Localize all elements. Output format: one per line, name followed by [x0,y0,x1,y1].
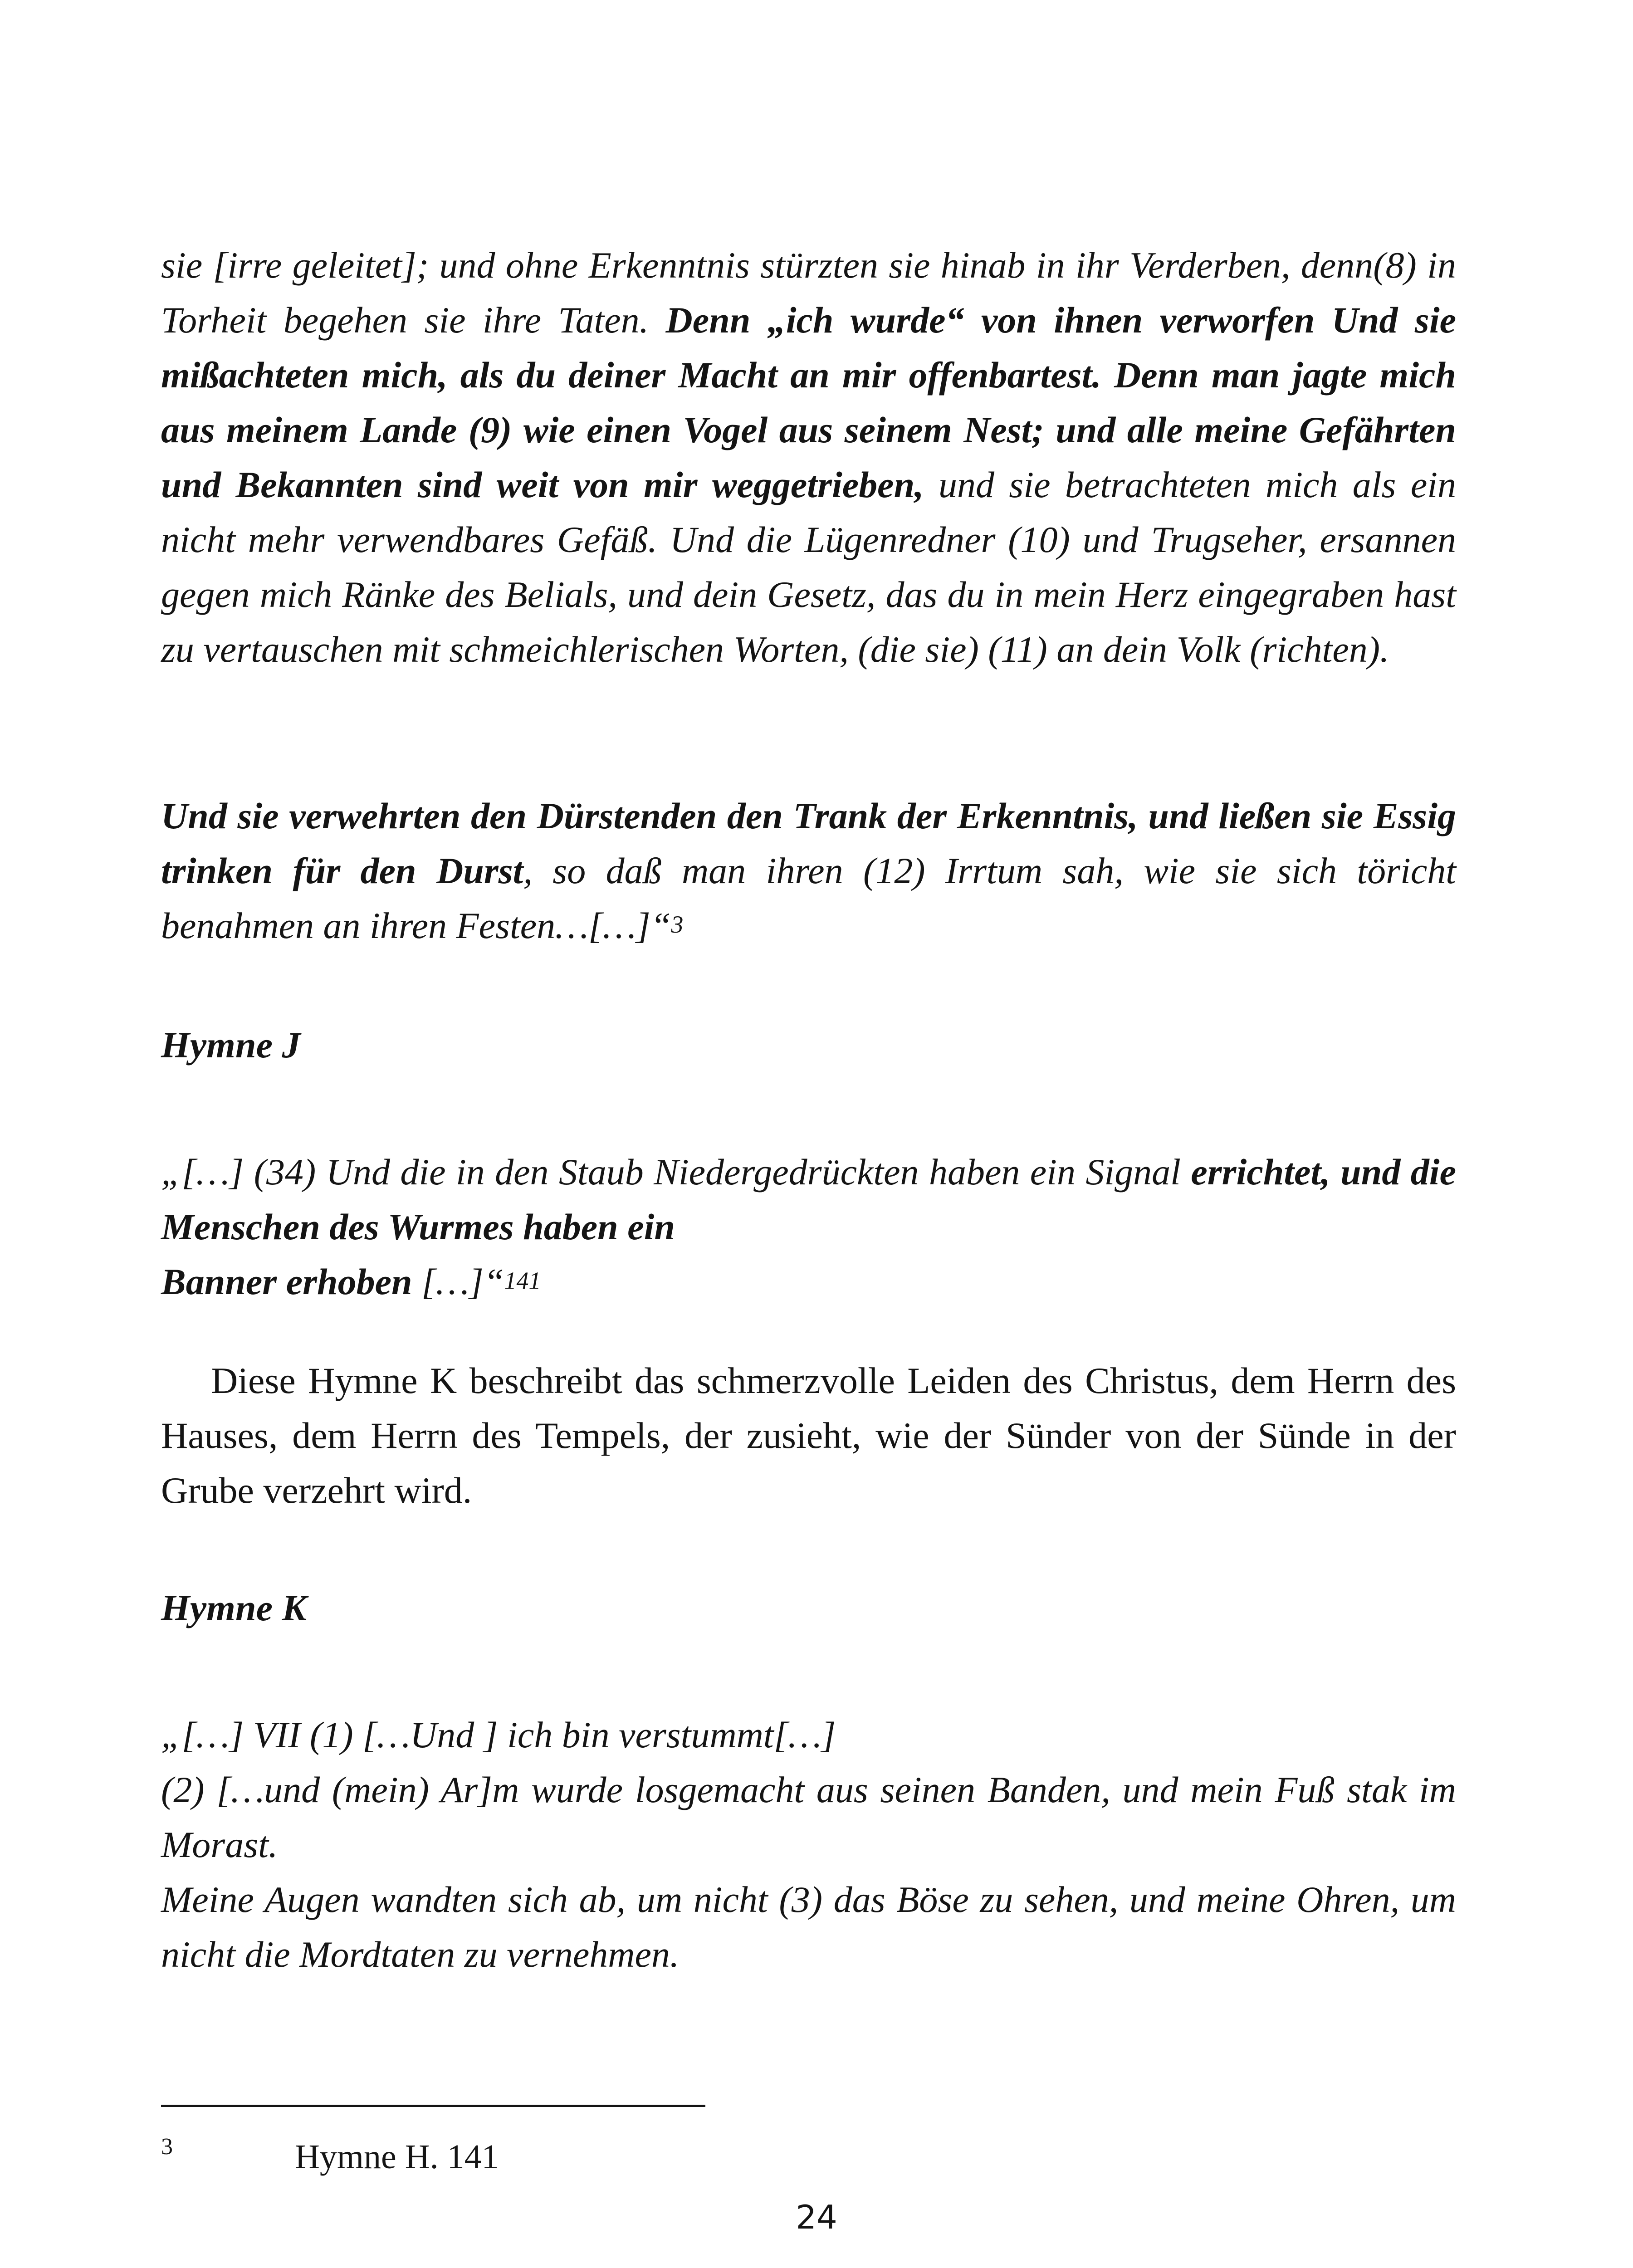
quote-text: „[…] (34) Und die in den Staub Niedergedrückten haben ein Signal [161,1151,1191,1193]
section-heading-hymne-j: Hymne J [161,1024,301,1066]
footnote-separator [161,2105,705,2107]
quote-paragraph-3 [161,1144,1456,1309]
page-number: 24 [796,2198,837,2236]
quote-text-bold: Denn „ich wurde“ von ihnen verworfen Und sie mißachteten mich, als du deiner Macht an mir offenbartest. Denn man jagte mich aus meinem Lande (9) wie einen Vogel aus seinem Nest; und alle meine Gefährten und Bekannten sind weit von mir weggetrieben, [161,299,1456,505]
quote-text: […]“ [412,1261,504,1302]
quote-line: „[…] VII (1) […Und ] ich bin verstummt[…] [161,1714,836,1755]
section-heading-hymne-k: Hymne K [161,1587,307,1628]
body-paragraph: Diese Hymne K beschreibt das schmerzvolle Leiden des Christus, dem Herrn des Hauses, dem Herrn des Tempels, der zusieht, wie der Sünder von der Sünde in der Grube verzehrt wird. [161,1360,1456,1511]
quote-text-bold: errichtet, und die Menschen des Wurmes haben ein [161,1151,1456,1247]
quote-paragraph-5 [161,1707,1456,1982]
quote-paragraph-1 [161,238,1456,677]
quote-text: und sie betrachteten mich als ein nicht mehr verwendbares Gefäß. Und die Lügenredner (10) und Trugseher, ersannen gegen mich Ränke des Belials, und dein Gesetz, das du in mein Herz eingegraben hast zu vertauschen mit schmeichlerischen Worten, (die sie) (11) an dein Volk (richten). [161,464,1456,670]
footnote-marker: 3 [161,2134,173,2160]
verse-reference: 141 [504,1267,541,1294]
footnote [161,2132,1456,2186]
quote-text: sie [irre geleitet]; und ohne Erkenntnis stürzten sie hinab in ihr Verderben, denn(8) in Torheit begehen sie ihre Taten. [161,244,1456,341]
quote-text-bold: Und sie verwehrten den Dürstenden den Trank der Erkenntnis, und ließen sie Essig trinken für den Durst [161,795,1456,891]
quote-line: (2) […und (mein) Ar]m wurde losgemacht aus seinen Banden, und mein Fuß stak im Morast. [161,1769,1456,1865]
quote-line: Meine Augen wandten sich ab, um nicht (3) das Böse zu sehen, und meine Ohren, um nicht die Mordtaten zu vernehmen. [161,1879,1456,1975]
quote-text: , so daß man ihren (12) Irrtum sah, wie sie sich töricht benahmen an ihren Festen…[…]“ [161,850,1456,946]
quote-text-bold: Banner erhoben [161,1261,412,1302]
footnote-reference: 3 [671,911,684,938]
quote-paragraph-2 [161,788,1456,953]
footnote-text: Hymne H. 141 [295,2138,499,2176]
